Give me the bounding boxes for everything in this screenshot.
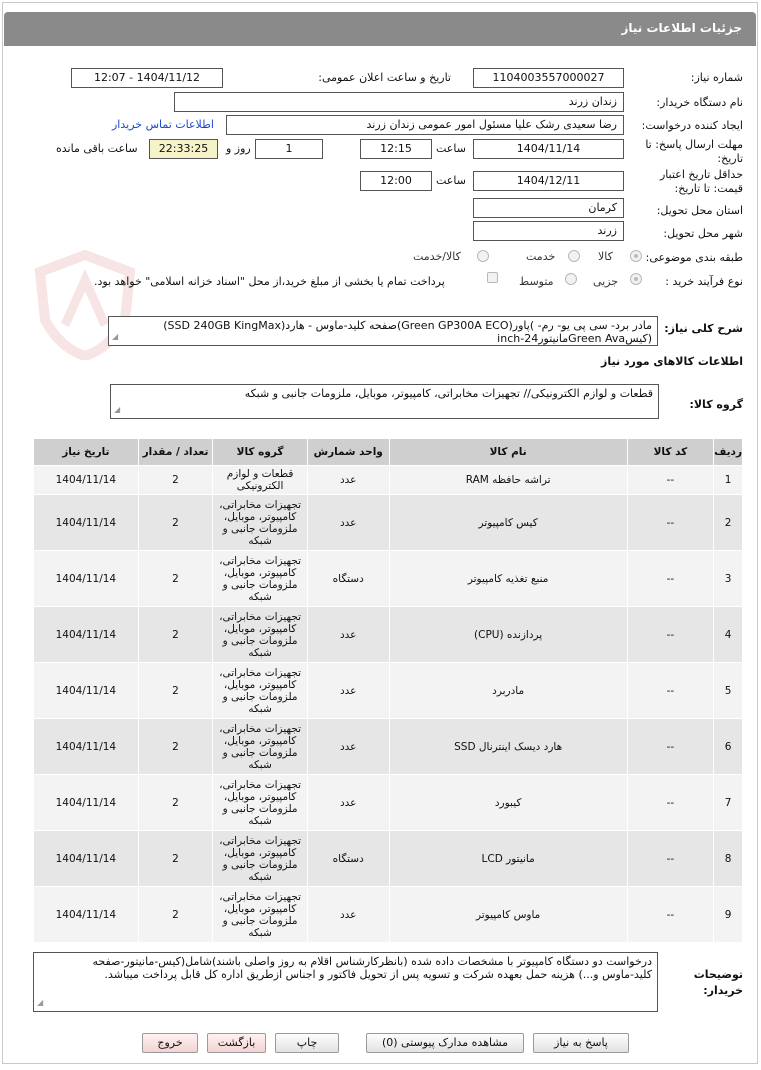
notes-textarea bbox=[33, 952, 658, 1012]
city-field: زرند bbox=[473, 221, 624, 241]
cell-unit: عدد bbox=[307, 887, 389, 943]
province-field: کرمان bbox=[473, 198, 624, 218]
goods-group-label: گروه کالا: bbox=[689, 398, 743, 411]
cell-code: -- bbox=[627, 551, 713, 607]
exit-button[interactable]: خروج bbox=[142, 1033, 198, 1053]
notes-line-1: درخواست دو دستگاه کامپیوتر با مشخصات داده شده (بانظرکارشناس اقلام به روز واصلی باشند)شامل(کیس-مانیتور-صفحه bbox=[92, 955, 652, 968]
purchase-type-label: نوع فرآیند خرید : bbox=[665, 275, 743, 288]
table-header-row bbox=[34, 439, 743, 466]
cell-name: تراشه حافظه RAM bbox=[389, 466, 627, 495]
category-option-service: خدمت bbox=[526, 250, 556, 263]
category-option-goods: کالا bbox=[598, 250, 613, 263]
reply-button[interactable]: پاسخ به نیاز bbox=[533, 1033, 629, 1053]
col-header-date: تاریخ نیاز bbox=[34, 439, 139, 466]
validity-date-field: 1404/12/11 bbox=[473, 171, 624, 191]
documents-button[interactable]: مشاهده مدارک پیوستی (0) bbox=[366, 1033, 524, 1053]
resize-handle-icon: ◢ bbox=[114, 405, 121, 414]
table-row bbox=[34, 607, 743, 663]
cell-quantity: 2 bbox=[138, 466, 213, 495]
category-radio-service[interactable] bbox=[568, 250, 580, 262]
resize-handle-icon: ◢ bbox=[112, 332, 119, 341]
resize-handle-icon: ◢ bbox=[37, 998, 44, 1007]
cell-row-number: 4 bbox=[714, 607, 743, 663]
cell-row-number: 1 bbox=[714, 466, 743, 495]
category-radio-goods[interactable] bbox=[630, 250, 642, 262]
cell-name: کیس کامپیوتر bbox=[389, 495, 627, 551]
cell-group: قطعات و لوازم الکترونیکی bbox=[213, 466, 308, 495]
col-header-group: گروه کالا bbox=[213, 439, 308, 466]
cell-date: 1404/11/14 bbox=[34, 551, 139, 607]
cell-unit: عدد bbox=[307, 775, 389, 831]
category-radio-both[interactable] bbox=[477, 250, 489, 262]
cell-unit: عدد bbox=[307, 663, 389, 719]
deadline-date-field: 1404/11/14 bbox=[473, 139, 624, 159]
validity-time-label: ساعت bbox=[436, 174, 466, 187]
purchase-option-minor: جزیی bbox=[593, 275, 619, 288]
cell-code: -- bbox=[627, 719, 713, 775]
notes-label-1: توضیحات bbox=[693, 968, 743, 981]
buyer-org-field: زندان زرند bbox=[174, 92, 624, 112]
cell-date: 1404/11/14 bbox=[34, 775, 139, 831]
cell-date: 1404/11/14 bbox=[34, 831, 139, 887]
table-row bbox=[34, 663, 743, 719]
cell-code: -- bbox=[627, 887, 713, 943]
cell-group: تجهیزات مخابراتی، کامپیوتر، موبایل، ملزومات جانبی و شبکه bbox=[213, 775, 308, 831]
cell-name: مادربرد bbox=[389, 663, 627, 719]
cell-row-number: 3 bbox=[714, 551, 743, 607]
cell-name: کیبورد bbox=[389, 775, 627, 831]
cell-unit: دستگاه bbox=[307, 551, 389, 607]
purchase-radio-minor[interactable] bbox=[630, 273, 642, 285]
cell-quantity: 2 bbox=[138, 607, 213, 663]
province-label: استان محل تحویل: bbox=[656, 204, 743, 217]
category-label: طبقه بندی موضوعی: bbox=[645, 251, 743, 264]
table-row bbox=[34, 719, 743, 775]
table-row bbox=[34, 551, 743, 607]
contact-info-link[interactable]: اطلاعات تماس خریدار bbox=[112, 118, 214, 131]
cell-group: تجهیزات مخابراتی، کامپیوتر، موبایل، ملزومات جانبی و شبکه bbox=[213, 607, 308, 663]
summary-label: شرح کلی نیاز: bbox=[664, 322, 743, 335]
cell-quantity: 2 bbox=[138, 663, 213, 719]
deadline-time-field: 12:15 bbox=[360, 139, 432, 159]
deadline-time-label: ساعت bbox=[436, 142, 466, 155]
page-title: جزئیات اطلاعات نیاز bbox=[621, 21, 742, 35]
goods-group-textarea bbox=[110, 384, 659, 419]
need-number-field: 1104003557000027 bbox=[473, 68, 624, 88]
notes-label-2: خریدار: bbox=[703, 984, 743, 997]
payment-note: پرداخت تمام یا بخشی از مبلغ خرید،از محل "اسناد خزانه اسلامی" خواهد بود. bbox=[94, 275, 445, 288]
cell-group: تجهیزات مخابراتی، کامپیوتر، موبایل، ملزومات جانبی و شبکه bbox=[213, 551, 308, 607]
cell-code: -- bbox=[627, 495, 713, 551]
announce-field: 1404/11/12 - 12:07 bbox=[71, 68, 223, 88]
validity-label: حداقل تاریخ اعتبار قیمت: تا تاریخ: bbox=[659, 168, 743, 195]
cell-code: -- bbox=[627, 466, 713, 495]
cell-name: هارد دیسک اینترنال SSD bbox=[389, 719, 627, 775]
table-row bbox=[34, 775, 743, 831]
col-header-row-number: ردیف bbox=[714, 439, 743, 466]
purchase-option-medium: متوسط bbox=[519, 275, 554, 288]
cell-date: 1404/11/14 bbox=[34, 719, 139, 775]
remaining-time-label: ساعت باقی مانده bbox=[56, 142, 138, 155]
cell-group: تجهیزات مخابراتی، کامپیوتر، موبایل، ملزومات جانبی و شبکه bbox=[213, 663, 308, 719]
table-row bbox=[34, 831, 743, 887]
announce-label: تاریخ و ساعت اعلان عمومی: bbox=[318, 71, 451, 84]
col-header-name: نام کالا bbox=[389, 439, 627, 466]
requester-field: رضا سعیدی رشک علیا مسئول امور عمومی زندان زرند bbox=[226, 115, 624, 135]
purchase-radio-medium[interactable] bbox=[565, 273, 577, 285]
cell-name: پردازنده (CPU) bbox=[389, 607, 627, 663]
back-button[interactable]: بازگشت bbox=[207, 1033, 266, 1053]
cell-row-number: 5 bbox=[714, 663, 743, 719]
items-table bbox=[33, 438, 743, 943]
cell-unit: دستگاه bbox=[307, 831, 389, 887]
cell-unit: عدد bbox=[307, 495, 389, 551]
goods-info-title: اطلاعات کالاهای مورد نیاز bbox=[601, 355, 743, 368]
cell-date: 1404/11/14 bbox=[34, 466, 139, 495]
cell-unit: عدد bbox=[307, 719, 389, 775]
cell-date: 1404/11/14 bbox=[34, 495, 139, 551]
table-row bbox=[34, 495, 743, 551]
cell-code: -- bbox=[627, 831, 713, 887]
days-remaining-field: 1 bbox=[255, 139, 323, 159]
print-button[interactable]: چاپ bbox=[275, 1033, 339, 1053]
treasury-checkbox[interactable] bbox=[487, 272, 498, 283]
buyer-org-label: نام دستگاه خریدار: bbox=[656, 96, 743, 109]
cell-row-number: 7 bbox=[714, 775, 743, 831]
cell-date: 1404/11/14 bbox=[34, 607, 139, 663]
cell-row-number: 9 bbox=[714, 887, 743, 943]
remaining-time-field: 22:33:25 bbox=[149, 139, 218, 159]
notes-line-2: کلید-ماوس و...) هزینه حمل بعهده شرکت و تسویه پس از تحویل فاکتور و اجناس ازطریق اداره کل قابل پرداخت میباشد. bbox=[104, 968, 652, 981]
col-header-quantity: تعداد / مقدار bbox=[138, 439, 213, 466]
cell-quantity: 2 bbox=[138, 719, 213, 775]
cell-group: تجهیزات مخابراتی، کامپیوتر، موبایل، ملزومات جانبی و شبکه bbox=[213, 719, 308, 775]
cell-name: منبع تغذیه کامپیوتر bbox=[389, 551, 627, 607]
cell-unit: عدد bbox=[307, 466, 389, 495]
col-header-unit: واحد شمارش bbox=[307, 439, 389, 466]
cell-unit: عدد bbox=[307, 607, 389, 663]
cell-quantity: 2 bbox=[138, 831, 213, 887]
city-label: شهر محل تحویل: bbox=[663, 227, 743, 240]
requester-label: ایجاد کننده درخواست: bbox=[641, 119, 743, 132]
cell-row-number: 2 bbox=[714, 495, 743, 551]
cell-quantity: 2 bbox=[138, 495, 213, 551]
cell-date: 1404/11/14 bbox=[34, 887, 139, 943]
cell-date: 1404/11/14 bbox=[34, 663, 139, 719]
cell-group: تجهیزات مخابراتی، کامپیوتر، موبایل، ملزومات جانبی و شبکه bbox=[213, 831, 308, 887]
col-header-code: کد کالا bbox=[627, 439, 713, 466]
cell-quantity: 2 bbox=[138, 887, 213, 943]
cell-name: ماوس کامپیوتر bbox=[389, 887, 627, 943]
validity-time-field: 12:00 bbox=[360, 171, 432, 191]
summary-line-1: مادر برد- سی پی یو- رم- )پاور(Green GP300A ECO)صفحه کلید-ماوس - هارد(SSD 240GB KingMax) bbox=[163, 319, 652, 332]
table-row bbox=[34, 887, 743, 943]
cell-code: -- bbox=[627, 607, 713, 663]
cell-row-number: 8 bbox=[714, 831, 743, 887]
cell-quantity: 2 bbox=[138, 775, 213, 831]
summary-textarea bbox=[108, 316, 658, 346]
header-bar bbox=[4, 12, 756, 46]
cell-code: -- bbox=[627, 663, 713, 719]
cell-name: مانیتور LCD bbox=[389, 831, 627, 887]
need-number-label: شماره نیاز: bbox=[690, 71, 743, 84]
cell-group: تجهیزات مخابراتی، کامپیوتر، موبایل، ملزومات جانبی و شبکه bbox=[213, 887, 308, 943]
days-label: روز و bbox=[226, 142, 251, 155]
category-option-both: کالا/خدمت bbox=[413, 250, 461, 263]
deadline-label: مهلت ارسال پاسخ: تا تاریخ: bbox=[645, 138, 743, 165]
cell-group: تجهیزات مخابراتی، کامپیوتر، موبایل، ملزومات جانبی و شبکه bbox=[213, 495, 308, 551]
summary-line-2: (کیسGreen Avaمانیتور24-inch bbox=[497, 332, 652, 345]
cell-row-number: 6 bbox=[714, 719, 743, 775]
goods-group-text: قطعات و لوازم الکترونیکی// تجهیزات مخابراتی، کامپیوتر، موبایل، ملزومات جانبی و شبکه bbox=[244, 387, 653, 400]
cell-quantity: 2 bbox=[138, 551, 213, 607]
cell-code: -- bbox=[627, 775, 713, 831]
table-row bbox=[34, 466, 743, 495]
